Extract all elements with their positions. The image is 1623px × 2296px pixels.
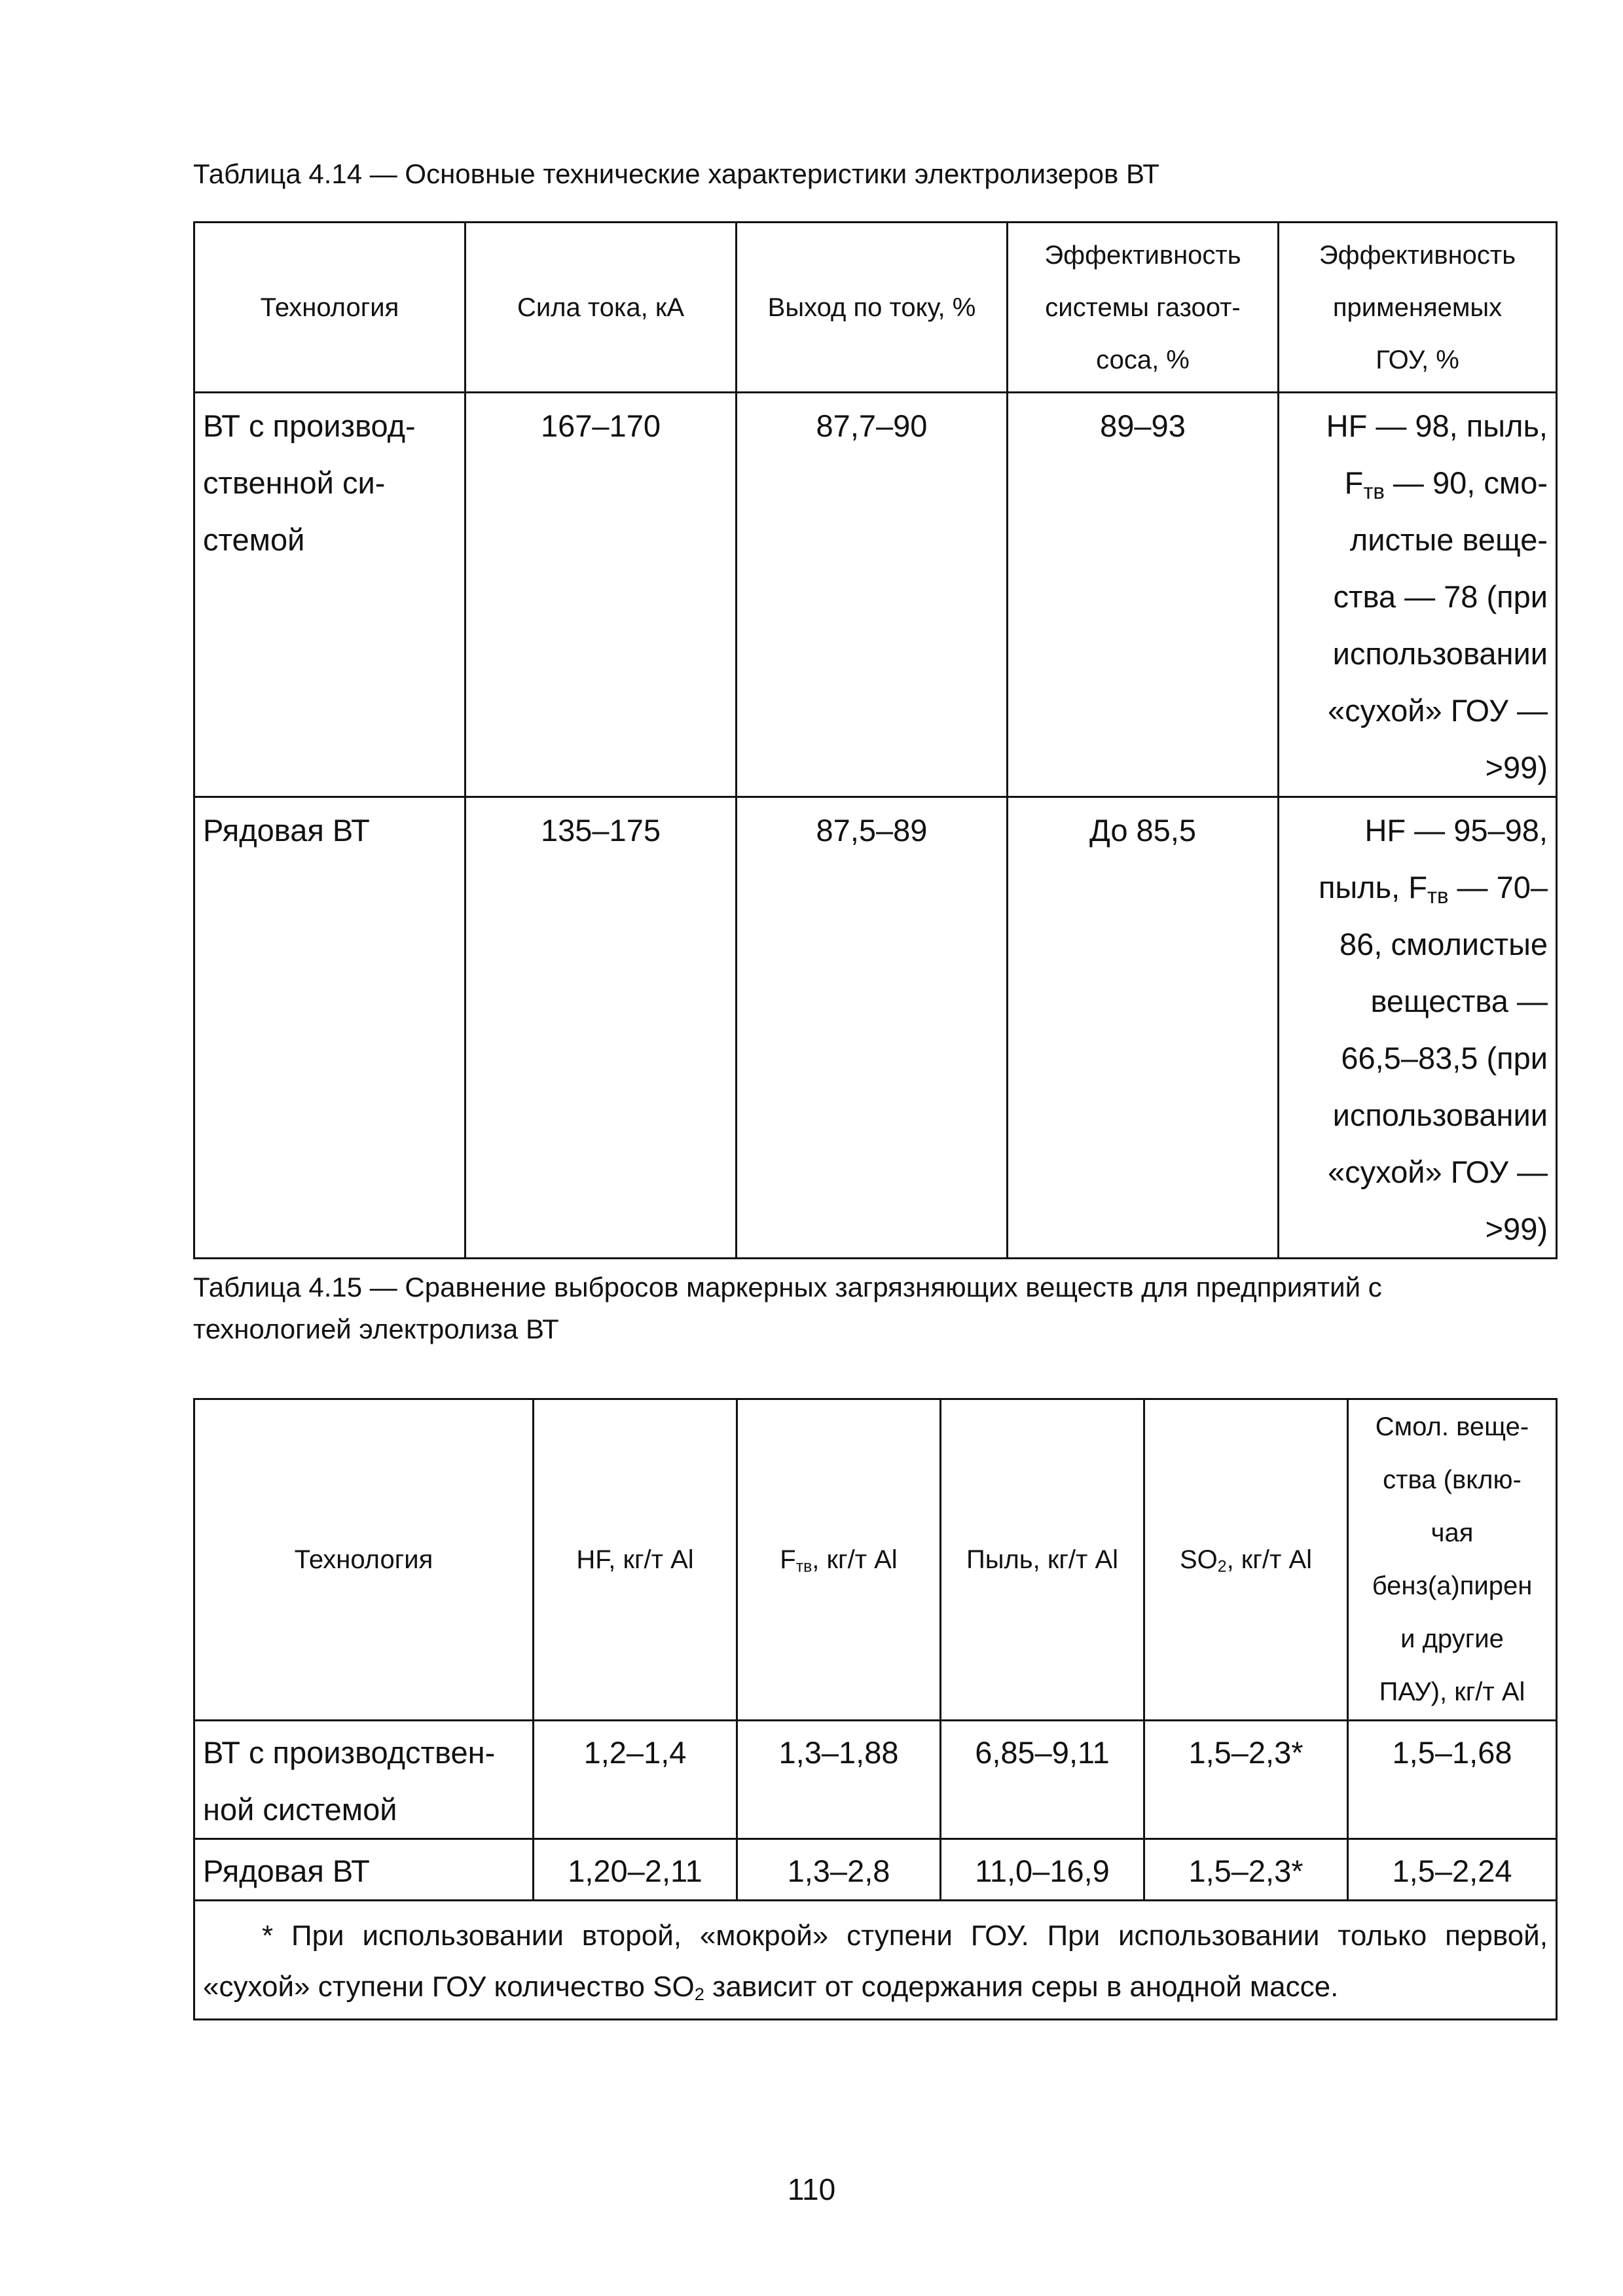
- header-ftv: $F_{тв}$, кг/т Al: [737, 1399, 941, 1721]
- cell-technology: ВТ с производ- ственной си- стемой: [194, 393, 465, 797]
- header-resinous-substances: Смол. веще- ства (вклю- чая бенз(а)пирен и другие ПАУ), кг/т Al: [1348, 1399, 1557, 1721]
- table-row: [194, 1839, 1557, 1901]
- header-current: Сила тока, кА: [465, 223, 737, 393]
- cell-hf: 1,2–1,4: [534, 1721, 737, 1839]
- emissions-comparison-table: [193, 1398, 1558, 2020]
- table-header-row: [194, 1399, 1557, 1721]
- header-so2: $SO_2$, кг/т Al: [1144, 1399, 1348, 1721]
- cell-gou-efficiency: HF — 98, пыль, $F_{тв}$ — 90, смо- листые веще- ства — 78 (при использовании «сухой» ГОУ — >99): [1279, 393, 1557, 797]
- table-header-row: [194, 223, 1557, 393]
- table-caption: Таблица 4.15 — Сравнение выбросов маркерных загрязняющих веществ для предприятий с технологией электролиза ВТ: [193, 1272, 1382, 1344]
- cell-dust: 6,85–9,11: [941, 1721, 1144, 1839]
- cell-resinous-substances: 1,5–2,24: [1348, 1839, 1557, 1901]
- cell-current: 167–170: [465, 393, 737, 797]
- cell-gas-suction-efficiency: До 85,5: [1008, 797, 1279, 1259]
- table-footnote-row: [194, 1901, 1557, 2020]
- header-hf: HF, кг/т Al: [534, 1399, 737, 1721]
- cell-ftv: 1,3–1,88: [737, 1721, 941, 1839]
- cell-hf: 1,20–2,11: [534, 1839, 737, 1901]
- cell-current-yield: 87,5–89: [737, 797, 1008, 1259]
- header-technology: Технология: [194, 1399, 534, 1721]
- cell-gou-efficiency: HF — 95–98, пыль, $F_{тв}$ — 70– 86, смолистые вещества — 66,5–83,5 (при использовании «сухой» ГОУ — >99): [1279, 797, 1557, 1259]
- table-row: [194, 797, 1557, 1259]
- table-caption: Таблица 4.14 — Основные технические характеристики электролизеров ВТ: [193, 158, 1159, 189]
- header-gas-suction-efficiency: Эффективность системы газоот- соса, %: [1008, 223, 1279, 393]
- table-row: [194, 393, 1557, 797]
- table-footnote: * При использовании второй, «мокрой» ступени ГОУ. При использовании только первой, «сухой» ступени ГОУ количество $SO_2$ зависит от содержания серы в анодной массе.: [194, 1901, 1557, 2020]
- cell-technology: ВТ с производствен- ной системой: [194, 1721, 534, 1839]
- cell-current-yield: 87,7–90: [737, 393, 1008, 797]
- table-row: [194, 1721, 1557, 1839]
- cell-resinous-substances: 1,5–1,68: [1348, 1721, 1557, 1839]
- header-gou-efficiency: Эффективность применяемых ГОУ, %: [1279, 223, 1557, 393]
- cell-ftv: 1,3–2,8: [737, 1839, 941, 1901]
- cell-technology: Рядовая ВТ: [194, 1839, 534, 1901]
- electrolyzer-characteristics-table: [193, 221, 1558, 1259]
- page-number: 110: [787, 2172, 836, 2206]
- cell-current: 135–175: [465, 797, 737, 1259]
- cell-so2: 1,5–2,3*: [1144, 1839, 1348, 1901]
- cell-so2: 1,5–2,3*: [1144, 1721, 1348, 1839]
- header-technology: Технология: [194, 223, 465, 393]
- cell-dust: 11,0–16,9: [941, 1839, 1144, 1901]
- header-current-yield: Выход по току, %: [737, 223, 1008, 393]
- cell-gas-suction-efficiency: 89–93: [1008, 393, 1279, 797]
- header-dust: Пыль, кг/т Al: [941, 1399, 1144, 1721]
- cell-technology: Рядовая ВТ: [194, 797, 465, 1259]
